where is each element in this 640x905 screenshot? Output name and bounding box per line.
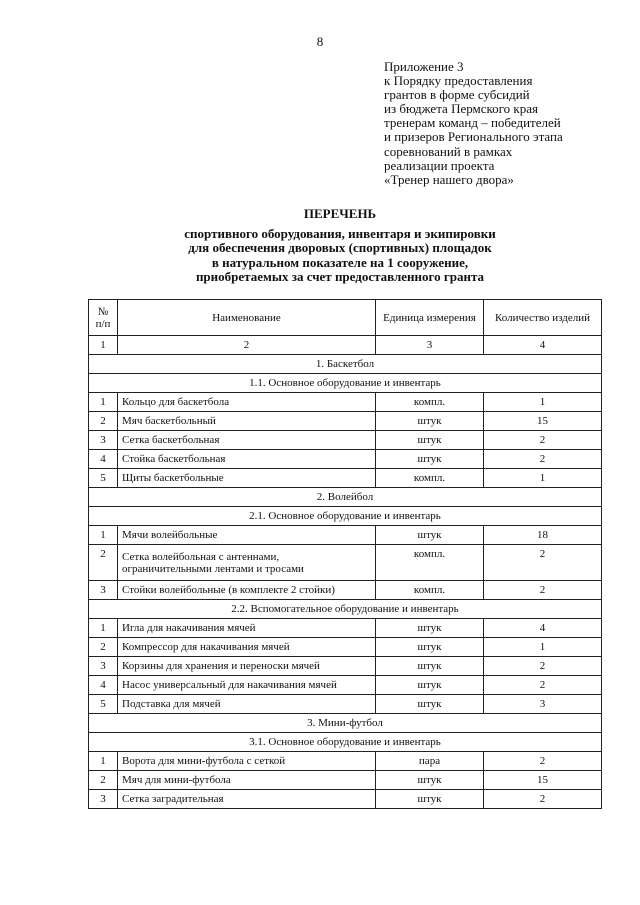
table-row	[89, 790, 602, 809]
appendix-line: реализации проекта	[384, 157, 495, 173]
table-row	[89, 771, 602, 790]
item-unit: штук	[376, 695, 484, 714]
item-number: 2	[89, 412, 118, 431]
item-unit: штук	[376, 771, 484, 790]
item-quantity: 1	[484, 638, 602, 657]
item-name: Корзины для хранения и переноски мячей	[118, 657, 376, 676]
item-quantity: 1	[484, 393, 602, 412]
item-number: 4	[89, 676, 118, 695]
item-unit: компл.	[376, 469, 484, 488]
item-name: Компрессор для накачивания мячей	[118, 638, 376, 657]
item-quantity: 2	[484, 790, 602, 809]
item-quantity: 2	[484, 676, 602, 695]
item-number: 1	[89, 393, 118, 412]
appendix-line: из бюджета Пермского края	[384, 101, 539, 117]
appendix-line: Приложение 3	[384, 59, 464, 74]
item-quantity: 2	[484, 581, 602, 600]
appendix-note	[384, 60, 630, 187]
subsection-title: 2.2. Вспомогательное оборудование и инвентарь	[89, 600, 602, 619]
item-number: 3	[89, 581, 118, 600]
appendix-line: «Тренер нашего двора»	[384, 171, 514, 187]
column-number: 3	[376, 336, 484, 355]
item-quantity: 15	[484, 771, 602, 790]
item-unit: штук	[376, 526, 484, 545]
section-title: 1. Баскетбол	[89, 355, 602, 374]
equipment-table	[88, 299, 602, 809]
table-row	[89, 619, 602, 638]
table-row	[89, 412, 602, 431]
item-quantity: 2	[484, 450, 602, 469]
item-number: 1	[89, 526, 118, 545]
header-number: № п/п	[89, 300, 118, 336]
table-row	[89, 695, 602, 714]
item-name: Сетка баскетбольная	[118, 431, 376, 450]
item-name: Кольцо для баскетбола	[118, 393, 376, 412]
table-row	[89, 657, 602, 676]
item-name: Насос универсальный для накачивания мячей	[118, 676, 376, 695]
appendix-line: грантов в форме субсидий	[384, 87, 530, 103]
subsection-row	[89, 600, 602, 619]
item-quantity: 4	[484, 619, 602, 638]
item-number: 3	[89, 657, 118, 676]
item-name: Мяч баскетбольный	[118, 412, 376, 431]
table-row	[89, 545, 602, 581]
appendix-line: тренерам команд – победителей	[384, 115, 561, 131]
page-number: 8	[316, 34, 324, 49]
item-quantity: 2	[484, 545, 602, 581]
table-row	[89, 638, 602, 657]
item-number: 2	[89, 545, 118, 581]
section-row	[89, 488, 602, 507]
table-row	[89, 469, 602, 488]
table-row	[89, 752, 602, 771]
item-unit: компл.	[376, 545, 484, 581]
item-number: 2	[89, 771, 118, 790]
item-unit: штук	[376, 676, 484, 695]
item-unit: штук	[376, 450, 484, 469]
item-name: Мячи волейбольные	[118, 526, 376, 545]
column-number: 4	[484, 336, 602, 355]
item-unit: штук	[376, 412, 484, 431]
section-title: 2. Волейбол	[89, 488, 602, 507]
document-title: ПЕРЕЧЕНЬ	[303, 206, 377, 221]
table-row	[89, 526, 602, 545]
item-name: Сетка волейбольная с антеннами, ограничительными лентами и тросами	[118, 545, 376, 581]
section-row	[89, 714, 602, 733]
item-unit: штук	[376, 431, 484, 450]
item-quantity: 18	[484, 526, 602, 545]
item-quantity: 2	[484, 431, 602, 450]
column-number: 2	[118, 336, 376, 355]
appendix-line: и призеров Регионального этапа	[384, 129, 563, 145]
item-number: 4	[89, 450, 118, 469]
item-unit: пара	[376, 752, 484, 771]
item-name: Мяч для мини-футбола	[118, 771, 376, 790]
item-number: 1	[89, 752, 118, 771]
table-row	[89, 581, 602, 600]
item-quantity: 2	[484, 752, 602, 771]
item-number: 5	[89, 695, 118, 714]
section-title: 3. Мини-футбол	[89, 714, 602, 733]
table-row	[89, 393, 602, 412]
item-name: Сетка заградительная	[118, 790, 376, 809]
item-number: 3	[89, 431, 118, 450]
table-row	[89, 431, 602, 450]
item-unit: штук	[376, 657, 484, 676]
subsection-row	[89, 507, 602, 526]
section-row	[89, 355, 602, 374]
header-quantity: Количество изделий	[484, 300, 602, 336]
table-header-row	[89, 300, 602, 336]
item-number: 5	[89, 469, 118, 488]
appendix-line: соревнований в рамках	[384, 143, 513, 159]
subtitle-line: для обеспечения дворовых (спортивных) площадок	[188, 240, 492, 256]
subsection-row	[89, 374, 602, 393]
item-quantity: 15	[484, 412, 602, 431]
subtitle-line: в натуральном показателе на 1 сооружение,	[211, 254, 469, 270]
appendix-line: к Порядку предоставления	[384, 73, 533, 89]
subtitle-line: приобретаемых за счет предоставленного гранта	[195, 268, 485, 284]
item-name: Стойка баскетбольная	[118, 450, 376, 469]
item-quantity: 3	[484, 695, 602, 714]
item-name: Игла для накачивания мячей	[118, 619, 376, 638]
item-name: Подставка для мячей	[118, 695, 376, 714]
document-subtitle	[90, 227, 590, 284]
subsection-title: 2.1. Основное оборудование и инвентарь	[89, 507, 602, 526]
subsection-title: 3.1. Основное оборудование и инвентарь	[89, 733, 602, 752]
item-unit: компл.	[376, 581, 484, 600]
item-unit: штук	[376, 790, 484, 809]
item-name: Ворота для мини-футбола с сеткой	[118, 752, 376, 771]
item-number: 2	[89, 638, 118, 657]
column-number-row	[89, 336, 602, 355]
subsection-title: 1.1. Основное оборудование и инвентарь	[89, 374, 602, 393]
item-unit: штук	[376, 619, 484, 638]
header-unit: Единица измерения	[376, 300, 484, 336]
item-quantity: 2	[484, 657, 602, 676]
header-name: Наименование	[118, 300, 376, 336]
item-quantity: 1	[484, 469, 602, 488]
item-number: 1	[89, 619, 118, 638]
table-row	[89, 450, 602, 469]
subsection-row	[89, 733, 602, 752]
item-name: Щиты баскетбольные	[118, 469, 376, 488]
item-unit: штук	[376, 638, 484, 657]
subtitle-line: спортивного оборудования, инвентаря и экипировки	[184, 226, 496, 241]
item-name: Стойки волейбольные (в комплекте 2 стойки)	[118, 581, 376, 600]
item-unit: компл.	[376, 393, 484, 412]
item-number: 3	[89, 790, 118, 809]
column-number: 1	[89, 336, 118, 355]
table-row	[89, 676, 602, 695]
